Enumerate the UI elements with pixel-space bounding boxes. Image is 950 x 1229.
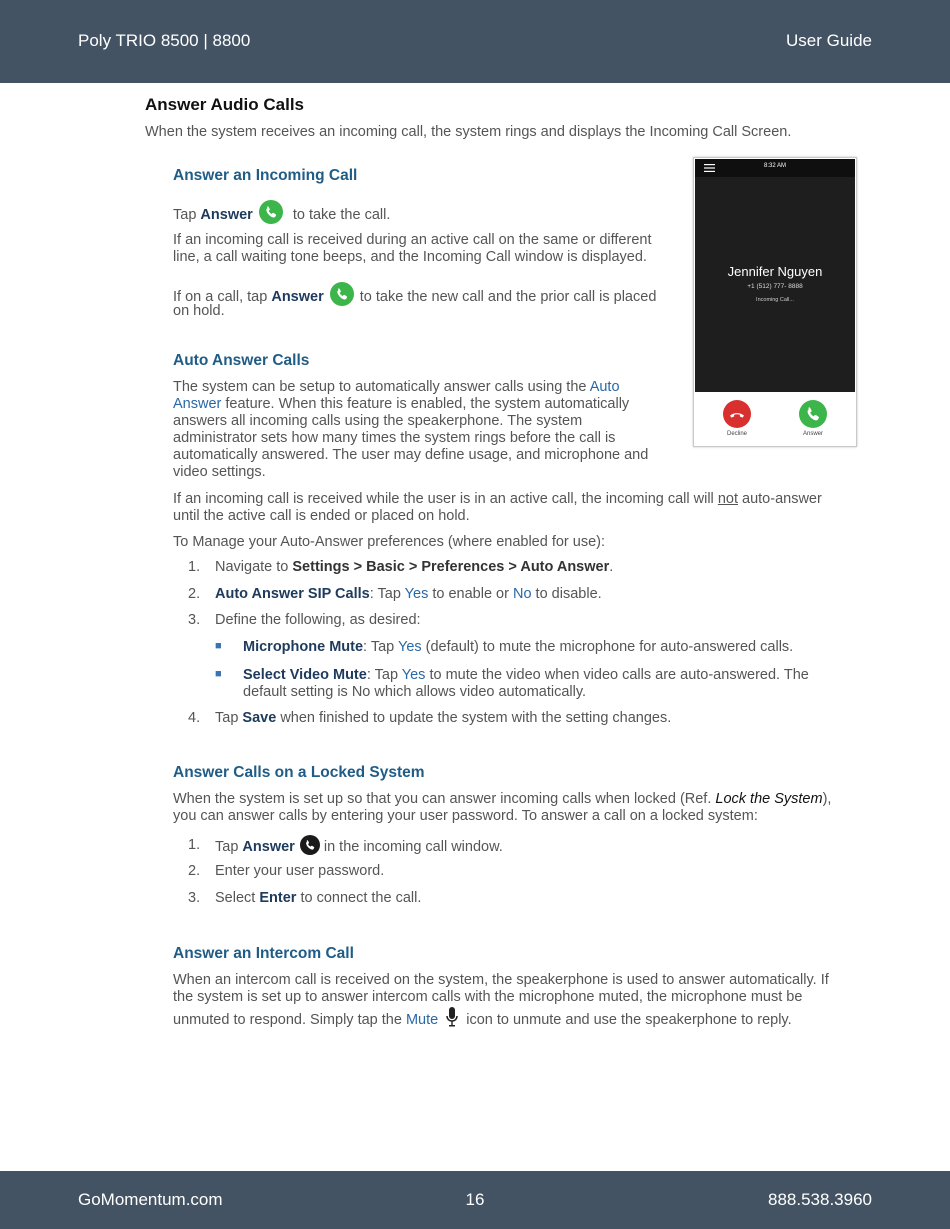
page-number: 16 (465, 1190, 485, 1209)
locked-line2: you can answer calls by entering your user password. To answer a call on a locked system: (173, 808, 758, 824)
intercom-l3-post: icon to unmute and use the speakerphone to reply. (466, 1011, 792, 1028)
step2-mid: : Tap (369, 586, 405, 602)
auto-l2-text: feature. When this feature is enabled, the system automatically (221, 396, 630, 412)
step2-post: to disable. (531, 586, 602, 602)
bullet2-mid: : Tap (366, 667, 402, 683)
bullet2-line1 (243, 667, 809, 684)
auto-para2-line1 (173, 491, 822, 508)
step3: Define the following, as desired: (215, 612, 421, 628)
auto-answer-link[interactable]: Auto (589, 379, 620, 395)
auto-p2-not: not (717, 491, 738, 507)
auto-title: Auto Answer Calls (173, 352, 310, 369)
tap-after-text: to take the call. (292, 206, 391, 223)
auto-p2-pre: If an incoming call is received while the user is in an active call, the incoming call will (173, 491, 718, 507)
incoming-para1-line1: If an incoming call is received during an active call on the same or different (173, 232, 652, 248)
step4-post: when finished to update the system with the setting changes. (276, 710, 672, 726)
intercom-mute-text: Mute (405, 1011, 439, 1028)
answer-label: Answer (200, 206, 253, 223)
locked-title: Answer Calls on a Locked System (173, 764, 425, 781)
bullet1-label: Microphone Mute (243, 639, 364, 655)
locked-l1-pre: When the system is set up so that you can answer incoming calls when locked (Ref. (173, 791, 716, 807)
auto-answer-link-2[interactable]: Answer (173, 396, 222, 412)
answer-phone-icon-2 (330, 282, 354, 306)
auto-p2-post: auto-answer (737, 491, 822, 507)
locked-s3-enter: Enter (259, 890, 297, 906)
footer-phone: 888.538.3960 (768, 1190, 872, 1209)
locked-s1-pre: Tap (215, 838, 243, 855)
microphone-icon (446, 1007, 458, 1027)
incoming-para2-line1 (173, 285, 656, 309)
auto-line6: video settings. (173, 464, 266, 480)
bullet1-post: (default) to mute the microphone for auto-answered calls. (421, 639, 794, 655)
caller-name: Jennifer Nguyen (727, 264, 823, 279)
bullet1-yes: Yes (397, 639, 422, 655)
bullet2-yes: Yes (401, 667, 426, 683)
header-doc-type: User Guide (786, 31, 872, 50)
step1 (215, 559, 613, 576)
answer-label-phone: Answer (802, 431, 823, 437)
bullet1 (243, 639, 793, 656)
locked-s1-post: in the incoming call window. (319, 838, 503, 855)
step1-path: Settings > Basic > Preferences > Auto Answer (292, 559, 610, 575)
incoming-para2-line2: on hold. (173, 303, 225, 319)
step1-pre: Navigate to (215, 559, 293, 575)
step2-no: No (512, 586, 532, 602)
step2-label: Auto Answer SIP Calls (215, 586, 370, 602)
decline-label: Decline (726, 431, 747, 437)
step3-number: 3. (188, 612, 201, 628)
bullet-marker-1: ■ (215, 640, 222, 652)
auto-line1 (173, 379, 620, 396)
locked-s3-pre: Select (215, 890, 260, 906)
step2 (215, 586, 602, 603)
footer-website: GoMomentum.com (78, 1190, 223, 1209)
locked-step2-number: 2. (188, 863, 201, 879)
phone-icon (799, 400, 827, 428)
answer-button[interactable] (799, 400, 827, 428)
step2-yes: Yes (404, 586, 429, 602)
locked-s3-post: to connect the call. (296, 890, 422, 906)
locked-line1 (173, 791, 831, 808)
phone-status-bar (695, 159, 855, 177)
intercom-line1: When an intercom call is received on the system, the speakerphone is used to answer automatically. If (173, 972, 829, 988)
header-product: Poly TRIO 8500 | 8800 (78, 31, 251, 50)
phone-screen (695, 159, 855, 392)
bullet1-mid: : Tap (363, 639, 398, 655)
auto-para3: To Manage your Auto-Answer preferences (where enabled for use): (173, 534, 606, 550)
locked-step2: Enter your user password. (215, 863, 385, 879)
step4 (215, 710, 671, 727)
answer-phone-icon-dark (300, 835, 320, 855)
locked-step3-number: 3. (188, 890, 201, 906)
caller-number: +1 (512) 777- 8888 (747, 283, 803, 290)
phone-time: 8:32 AM (763, 163, 786, 169)
auto-line4: administrator sets how many times the system rings before the call is (173, 430, 616, 446)
step4-pre: Tap (215, 710, 243, 726)
answer-label-2: Answer (271, 288, 324, 305)
step1-number: 1. (188, 559, 201, 575)
bullet2-label: Select Video Mute (243, 667, 367, 683)
locked-step1-number: 1. (188, 837, 201, 853)
locked-step3 (215, 890, 421, 907)
step4-save: Save (242, 710, 277, 726)
locked-s1-answer: Answer (242, 838, 295, 855)
auto-para2-line2: until the active call is ended or placed on hold. (173, 508, 470, 524)
incoming-tap-line (173, 203, 390, 227)
step2-mid2: to enable or (428, 586, 513, 602)
bullet2-line2: default setting is No which allows video automatically. (243, 684, 587, 700)
intercom-line3 (173, 1010, 792, 1030)
page-footer (0, 1171, 950, 1229)
auto-line3: answers all incoming calls using the speakerphone. The system (173, 413, 583, 429)
step1-post: . (609, 559, 614, 575)
auto-l1-text: The system can be setup to automatically answer calls using the (173, 379, 590, 395)
locked-l1-post: ), (822, 791, 832, 807)
incoming-para1-line2: line, a call waiting tone beeps, and the Incoming Call window is displayed. (173, 249, 647, 265)
hangup-icon (723, 400, 751, 428)
intercom-line2: the system is set up to answer intercom calls with the microphone muted, the microphone must be (173, 989, 803, 1005)
section-title: Answer Audio Calls (145, 95, 305, 114)
lock-the-system-ref: Lock the System (715, 791, 823, 807)
step4-number: 4. (188, 710, 201, 726)
locked-step1 (215, 837, 503, 857)
tap-text: Tap (173, 206, 201, 223)
para2-post: to take the new call and the prior call is placed (359, 288, 657, 305)
incoming-title: Answer an Incoming Call (173, 167, 358, 184)
intercom-l3-pre: unmuted to respond. Simply tap the (173, 1011, 406, 1028)
decline-button[interactable] (723, 400, 751, 428)
intercom-title: Answer an Intercom Call (173, 945, 354, 962)
call-status: Incoming Call... (756, 297, 794, 303)
section-intro: When the system receives an incoming call, the system rings and displays the Incoming Call Screen. (145, 124, 792, 140)
page-header (0, 0, 950, 83)
step2-number: 2. (188, 586, 201, 602)
bullet2-post: to mute the video when video calls are auto-answered. The (425, 667, 809, 683)
auto-line2 (173, 396, 629, 413)
incoming-call-screenshot (693, 157, 857, 447)
para2-pre: If on a call, tap (173, 288, 272, 305)
auto-line5: automatically answered. The user may define usage, and microphone and (173, 447, 649, 463)
bullet-marker-2: ■ (215, 668, 222, 680)
answer-phone-icon (259, 200, 283, 224)
